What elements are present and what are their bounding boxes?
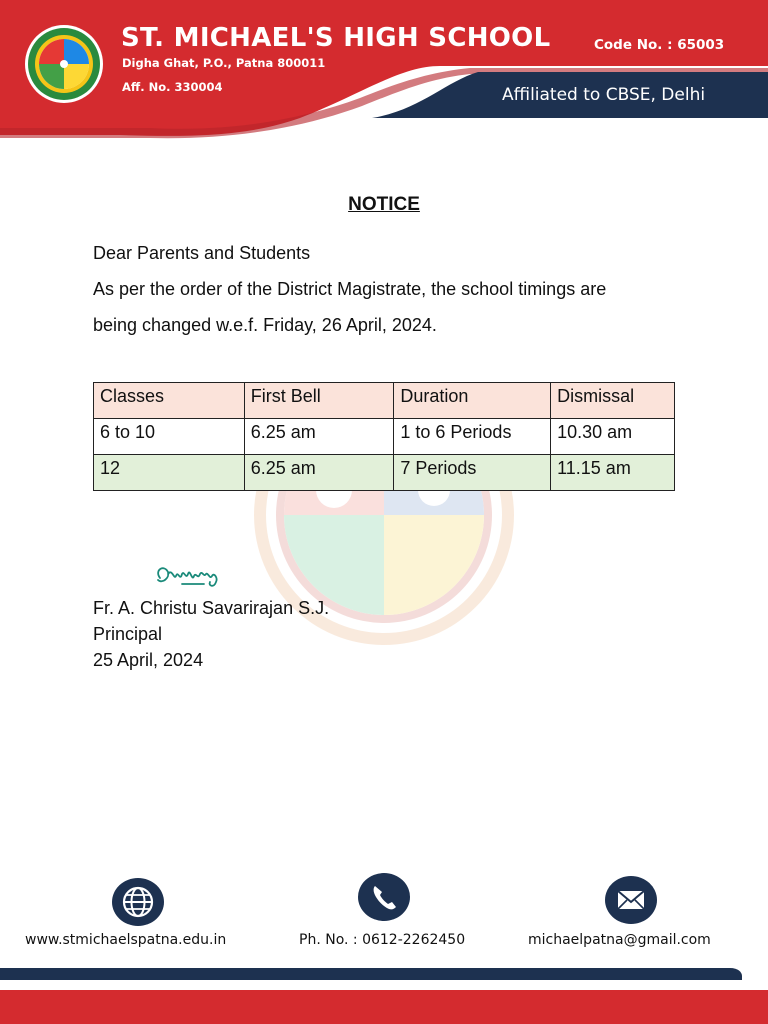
table-cell: 6.25 am <box>244 455 394 491</box>
letterhead-footer <box>0 962 768 1024</box>
principal-designation: Principal <box>93 624 163 644</box>
principal-name: Fr. A. Christu Savarirajan S.J. <box>93 598 330 618</box>
notice-body-line-2: being changed w.e.f. Friday, 26 April, 2024. <box>93 315 437 335</box>
table-cell: 1 to 6 Periods <box>394 419 551 455</box>
table-header-cell: Classes <box>94 383 245 419</box>
table-header-cell: Duration <box>394 383 551 419</box>
table-row <box>94 419 675 455</box>
header-background <box>0 0 768 140</box>
school-code: Code No. : 65003 <box>594 37 725 53</box>
notice-title: NOTICE <box>348 194 420 215</box>
table-cell: 12 <box>94 455 245 491</box>
table-header-cell: First Bell <box>244 383 394 419</box>
school-crest-logo <box>24 24 104 104</box>
timings-table <box>93 382 675 491</box>
letterhead-header <box>0 0 768 140</box>
table-cell: 6.25 am <box>244 419 394 455</box>
table-cell: 6 to 10 <box>94 419 245 455</box>
school-name: ST. MICHAEL'S HIGH SCHOOL <box>121 23 551 53</box>
salutation: Dear Parents and Students <box>93 243 311 263</box>
notice-body-line-1: As per the order of the District Magistrate, the school timings are <box>93 279 607 299</box>
globe-icon <box>111 877 165 927</box>
mail-icon <box>604 875 658 925</box>
phone-number[interactable]: Ph. No. : 0612-2262450 <box>299 932 466 948</box>
website-link[interactable]: www.stmichaelspatna.edu.in <box>25 932 227 948</box>
phone-icon <box>357 872 411 922</box>
affiliation-board: Affiliated to CBSE, Delhi <box>502 85 706 105</box>
table-cell: 7 Periods <box>394 455 551 491</box>
table-cell: 10.30 am <box>551 419 675 455</box>
affiliation-number: Aff. No. 330004 <box>122 80 223 94</box>
email-link[interactable]: michaelpatna@gmail.com <box>528 932 711 948</box>
principal-signature <box>152 560 238 596</box>
table-header-row <box>94 383 675 419</box>
table-cell: 11.15 am <box>551 455 675 491</box>
school-address: Digha Ghat, P.O., Patna 800011 <box>122 56 326 70</box>
table-row <box>94 455 675 491</box>
table-header-cell: Dismissal <box>551 383 675 419</box>
notice-date: 25 April, 2024 <box>93 650 204 670</box>
